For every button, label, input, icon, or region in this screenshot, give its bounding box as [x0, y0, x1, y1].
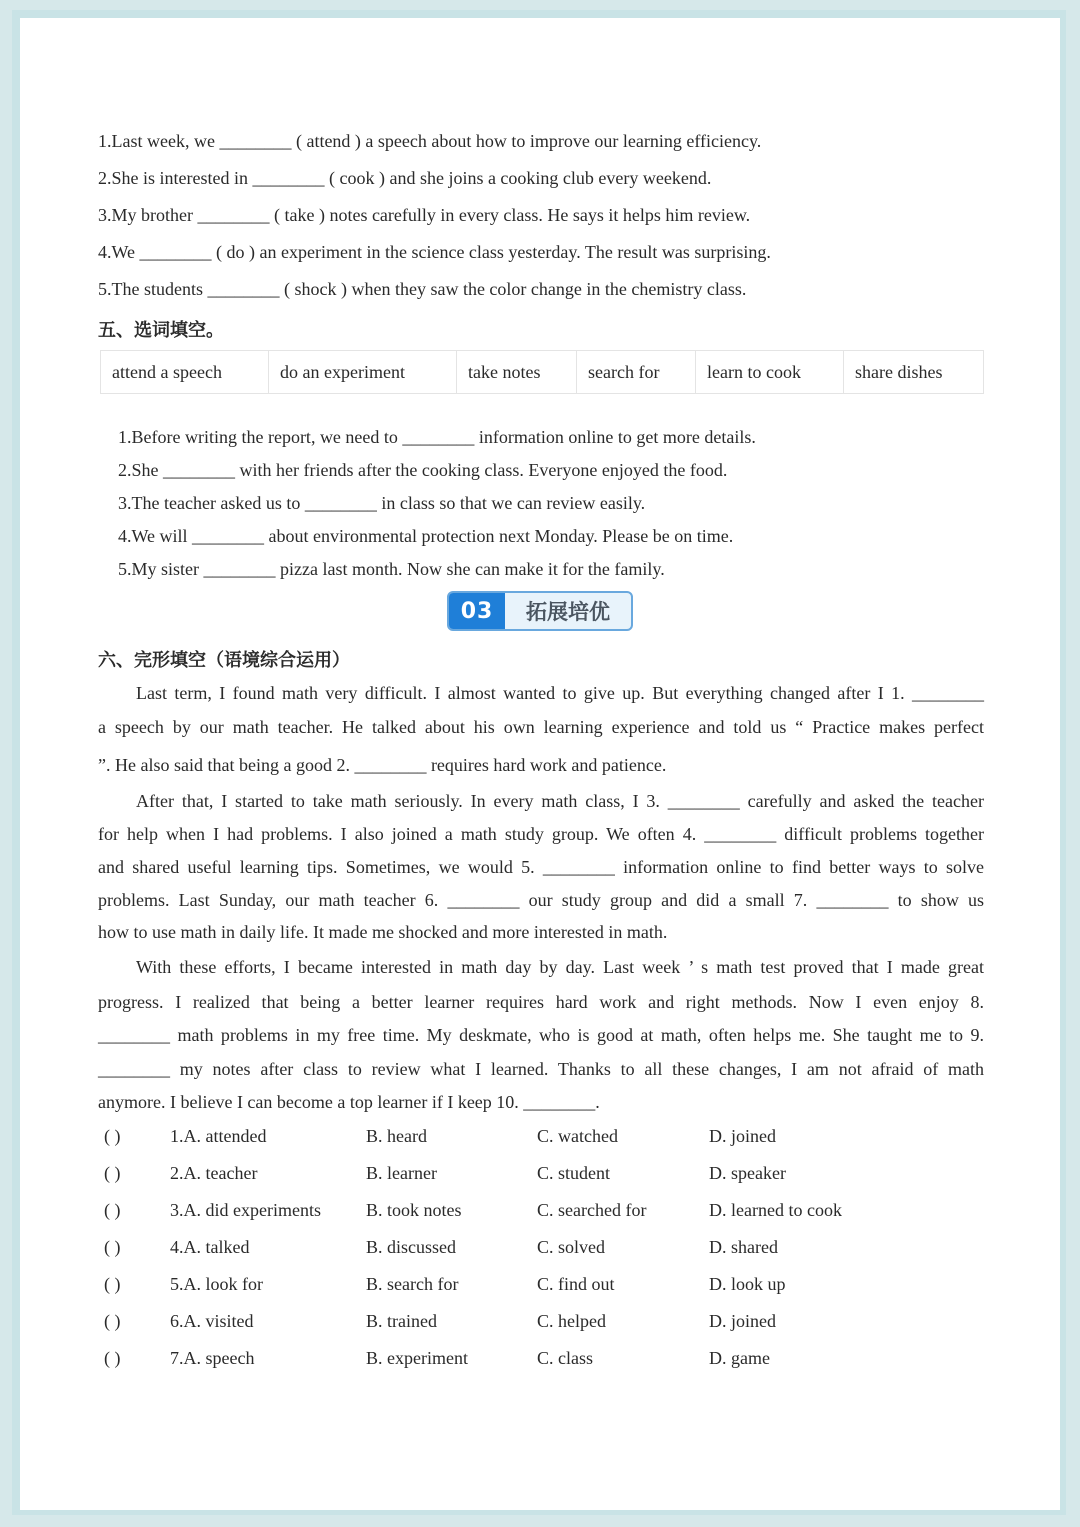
option-a: 4.A. talked: [170, 1237, 250, 1257]
section5-title: 五、选词填空。: [98, 320, 224, 341]
option-b: B. took notes: [366, 1200, 462, 1220]
option-c: C. student: [537, 1163, 611, 1183]
passage-line: how to use math in daily life. It made me shocked and more interested in math.: [98, 922, 668, 942]
option-b: B. heard: [366, 1126, 427, 1146]
s5-item-2: 2.She ________ with her friends after the cooking class. Everyone enjoyed the food.: [118, 460, 728, 480]
option-c: C. class: [537, 1348, 593, 1368]
answer-paren[interactable]: ( ): [104, 1348, 121, 1368]
section6-title: 六、完形填空（语境综合运用）: [98, 650, 350, 671]
s5-item-3: 3.The teacher asked us to ________ in class so that we can review easily.: [118, 493, 646, 513]
passage-line: problems. Last Sunday, our math teacher 6. ________ our study group and did a small 7. ________ to show us: [98, 890, 984, 910]
option-d: D. game: [709, 1348, 770, 1368]
badge-label: 拓展培优: [526, 600, 610, 624]
answer-paren[interactable]: ( ): [104, 1274, 121, 1294]
option-c: C. solved: [537, 1237, 606, 1257]
section-badge: [447, 591, 633, 631]
passage-line: With these efforts, I became interested in math day by day. Last week ’ s math test proved that I made great: [136, 957, 984, 977]
option-b: B. learner: [366, 1163, 437, 1183]
option-c: C. helped: [537, 1311, 606, 1331]
option-d: D. speaker: [709, 1163, 786, 1183]
option-b: B. search for: [366, 1274, 459, 1294]
option-d: D. learned to cook: [709, 1200, 842, 1220]
word-bank-cell: share dishes: [855, 361, 943, 382]
passage-line: for help when I had problems. I also joined a math study group. We often 4. ________ difficult problems together: [98, 824, 984, 844]
passage-line: ”. He also said that being a good 2. ________ requires hard work and patience.: [98, 755, 667, 775]
word-bank: [100, 350, 984, 394]
word-bank-cell: learn to cook: [696, 351, 844, 393]
option-c: C. find out: [537, 1274, 615, 1294]
s4-item-4: 4.We ________ ( do ) an experiment in the science class yesterday. The result was surprising.: [98, 242, 771, 262]
option-c: C. watched: [537, 1126, 618, 1146]
option-b: B. discussed: [366, 1237, 456, 1257]
option-d: D. joined: [709, 1311, 776, 1331]
word-bank-cell: do an experiment: [269, 351, 457, 393]
answer-paren[interactable]: ( ): [104, 1163, 121, 1183]
option-c: C. searched for: [537, 1200, 647, 1220]
word-bank-cell: attend a speech: [101, 351, 269, 393]
s4-item-3: 3.My brother ________ ( take ) notes carefully in every class. He says it helps him review.: [98, 205, 751, 225]
option-a: 3.A. did experiments: [170, 1200, 321, 1220]
option-b: B. experiment: [366, 1348, 468, 1368]
option-a: 2.A. teacher: [170, 1163, 258, 1183]
passage-line: ________ math problems in my free time. My deskmate, who is good at math, often helps me. She taught me to 9.: [98, 1025, 984, 1045]
option-a: 1.A. attended: [170, 1126, 267, 1146]
passage-line: After that, I started to take math seriously. In every math class, I 3. ________ carefully and asked the teacher: [136, 791, 984, 811]
word-bank-cell: take notes: [457, 351, 577, 393]
s4-item-5: 5.The students ________ ( shock ) when they saw the color change in the chemistry class.: [98, 279, 747, 299]
s5-item-4: 4.We will ________ about environmental protection next Monday. Please be on time.: [118, 526, 734, 546]
s5-item-1: 1.Before writing the report, we need to ________ information online to get more details.: [118, 427, 756, 447]
badge-number: 03: [449, 593, 505, 629]
option-a: 5.A. look for: [170, 1274, 263, 1294]
option-a: 7.A. speech: [170, 1348, 255, 1368]
s5-item-5: 5.My sister ________ pizza last month. Now she can make it for the family.: [118, 559, 665, 579]
passage-line: a speech by our math teacher. He talked about his own learning experience and told us “ Practice makes perfect: [98, 717, 984, 737]
passage-line: progress. I realized that being a better learner requires hard work and right methods. Now I even enjoy 8.: [98, 992, 984, 1012]
passage-line: ________ my notes after class to review what I learned. Thanks to all these changes, I am not afraid of math: [98, 1059, 984, 1079]
s4-item-1: 1.Last week, we ________ ( attend ) a speech about how to improve our learning efficiency.: [98, 131, 762, 151]
passage-line: anymore. I believe I can become a top learner if I keep 10. ________.: [98, 1092, 600, 1112]
option-d: D. joined: [709, 1126, 776, 1146]
option-d: D. look up: [709, 1274, 786, 1294]
passage-line: and shared useful learning tips. Sometimes, we would 5. ________ information online to find better ways to solve: [98, 857, 984, 877]
answer-paren[interactable]: ( ): [104, 1126, 121, 1146]
word-bank-cell: search for: [577, 351, 696, 393]
option-b: B. trained: [366, 1311, 437, 1331]
passage-line: Last term, I found math very difficult. I almost wanted to give up. But everything changed after I 1. ________: [136, 683, 984, 703]
s4-item-2: 2.She is interested in ________ ( cook ) and she joins a cooking club every weekend.: [98, 168, 712, 188]
answer-paren[interactable]: ( ): [104, 1200, 121, 1220]
answer-paren[interactable]: ( ): [104, 1311, 121, 1331]
answer-paren[interactable]: ( ): [104, 1237, 121, 1257]
option-a: 6.A. visited: [170, 1311, 254, 1331]
option-d: D. shared: [709, 1237, 778, 1257]
